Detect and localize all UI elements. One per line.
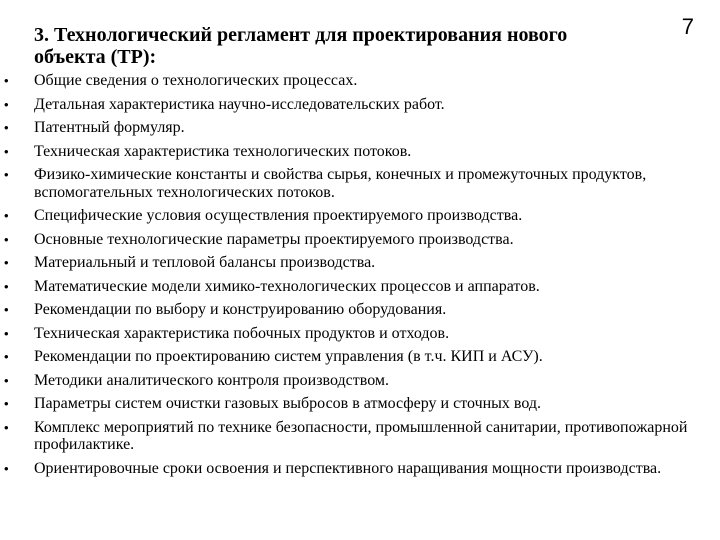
bullet-list: [0, 72, 700, 483]
list-item: [0, 460, 700, 478]
list-item-text: Ориентировочные сроки освоения и перспективного наращивания мощности производства.: [34, 459, 662, 477]
list-item-text: Техническая характеристика побочных продуктов и отходов.: [34, 324, 450, 342]
list-item: [0, 372, 700, 390]
list-item-text: Параметры систем очистки газовых выбросов в атмосферу и сточных вод.: [34, 395, 542, 412]
list-item: [0, 301, 700, 319]
bullet-icon: •: [4, 231, 9, 247]
list-item: [0, 348, 700, 366]
bullet-icon: •: [4, 167, 9, 182]
bullet-icon: •: [4, 208, 9, 223]
bullet-icon: •: [4, 96, 9, 112]
list-item-text: Математические модели химико-технологических процессов и аппаратов.: [34, 277, 540, 295]
list-item-text: Основные технологические параметры проектируемого производства.: [34, 230, 514, 248]
list-item: [0, 325, 700, 343]
page-number: 7: [681, 14, 694, 39]
list-item-text: Физико-химические константы и свойства сырья, конечных и промежуточных продуктов, вспомогательных технологических потоков.: [34, 166, 647, 201]
list-item: [0, 395, 700, 413]
list-item-text: Специфические условия осуществления проектируемого производства.: [34, 207, 523, 224]
list-item-text: Патентный формуляр.: [34, 119, 185, 136]
list-item-text: Техническая характеристика технологических потоков.: [34, 142, 412, 160]
list-item: [0, 119, 700, 137]
bullet-icon: •: [4, 460, 9, 476]
slide-title: 3. Технологический регламент для проектирования нового объекта (ТР):: [34, 24, 568, 68]
bullet-icon: •: [4, 302, 9, 317]
list-item: [0, 72, 700, 90]
bullet-icon: •: [4, 419, 9, 435]
list-item-text: Комплекс мероприятий по технике безопасности, промышленной санитарии, противопожарной профилактике.: [34, 418, 688, 453]
list-item-text: Рекомендации по выбору и конструированию оборудования.: [34, 301, 447, 318]
bullet-icon: •: [4, 372, 9, 388]
bullet-icon: •: [4, 255, 9, 270]
bullet-icon: •: [4, 278, 9, 294]
bullet-icon: •: [4, 143, 9, 159]
bullet-icon: •: [4, 325, 9, 341]
bullet-icon: •: [4, 73, 9, 88]
bullet-icon: •: [4, 396, 9, 411]
list-item-text: Общие сведения о технологических процессах.: [34, 72, 358, 89]
list-item: [0, 143, 700, 161]
list-item: [0, 207, 700, 225]
list-item-text: Методики аналитического контроля производством.: [34, 371, 390, 389]
list-item: [0, 278, 700, 296]
list-item-text: Детальная характеристика научно-исследовательских работ.: [34, 95, 445, 113]
bullet-icon: •: [4, 120, 9, 135]
bullet-icon: •: [4, 349, 9, 364]
list-item: [0, 96, 700, 114]
list-item-text: Рекомендации по проектированию систем управления (в т.ч. КИП и АСУ).: [34, 348, 543, 365]
list-item-text: Материальный и тепловой балансы производства.: [34, 254, 376, 271]
list-item: [0, 254, 700, 272]
list-item: [0, 231, 700, 249]
list-item: [0, 419, 700, 454]
list-item: [0, 166, 700, 201]
